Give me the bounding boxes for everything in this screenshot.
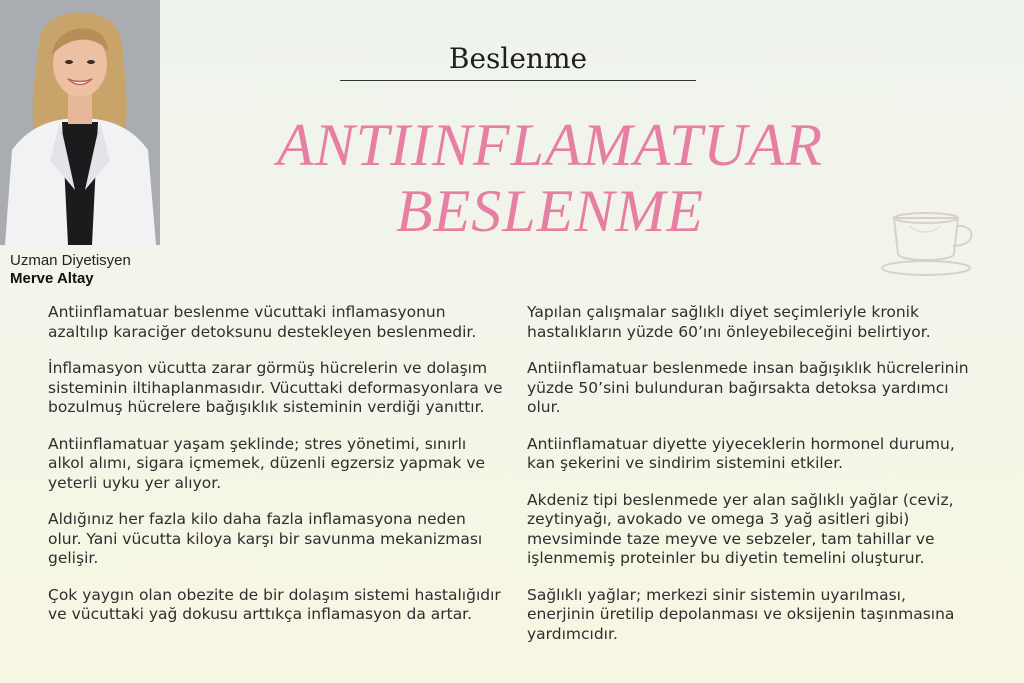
article-title — [170, 112, 930, 244]
paragraph: Antiinflamatuar beslenmede insan bağışıklık hücrelerinin yüzde 50’sini bulunduran bağırsakta detoksa yardımcı olur. — [527, 359, 969, 416]
right-column — [527, 303, 977, 661]
author-caption — [10, 252, 131, 288]
paragraph: Antiinflamatuar diyette yiyeceklerin hormonel durumu, kan şekerini ve sindirim sistemini etkiler. — [527, 434, 955, 472]
paragraph: Antiinflamatuar yaşam şeklinde; stres yönetimi, sınırlı alkol alımı, sigara içmemek, düzenli egzersiz yapmak ve yeterli uyku yer alıyor. — [48, 434, 486, 492]
author-name: Merve Altay — [10, 270, 94, 287]
paragraph: Antiinflamatuar beslenme vücuttaki inflamasyonun azaltılıp karaciğer detoksunu destekleyen beslenmedir. — [48, 303, 477, 341]
coffee-cup-icon — [880, 204, 980, 285]
paragraph: Yapılan çalışmalar sağlıklı diyet seçimleriyle kronik hastalıkların yüzde 60’ını önleyebileceğini belirtiyor. — [527, 303, 931, 341]
section-divider — [340, 80, 696, 81]
paragraph: İnflamasyon vücutta zarar görmüş hücrelerin ve dolaşım sisteminin iltihaplanmasıdır. Vücuttaki deformasyonlara ve bozulmuş hücrelere bağışıklık sisteminin verdiği yanıttır. — [48, 359, 503, 416]
title-line-1: ANTIINFLAMATUAR — [276, 112, 824, 178]
paragraph: Akdeniz tipi beslenmede yer alan sağlıklı yağlar (ceviz, zeytinyağı, avokado ve omega 3 yağ asitleri gibi) mevsiminde taze meyve ve sebzeler, tam tahillar ve işlenmemiş proteinler bu diyetin temelini oluşturur. — [527, 490, 954, 567]
author-photo — [0, 0, 160, 245]
paragraph: Çok yaygın olan obezite de bir dolaşım sistemi hastalığıdır ve vücuttaki yağ dokusu arttıkça inflamasyon da artar. — [48, 585, 501, 623]
paragraph: Sağlıklı yağlar; merkezi sinir sistemin uyarılması, enerjinin üretilip depolanması ve oksijenin taşınmasına yardımcıdır. — [527, 585, 955, 643]
author-role: Uzman Diyetisyen — [10, 252, 131, 269]
section-heading: Beslenme — [448, 42, 588, 75]
title-line-2: BESLENME — [396, 178, 704, 244]
left-column — [48, 303, 503, 642]
paragraph: Aldığınız her fazla kilo daha fazla inflamasyona neden olur. Yani vücutta kiloya karşı bir savunma mekanizması gelişir. — [48, 510, 483, 567]
